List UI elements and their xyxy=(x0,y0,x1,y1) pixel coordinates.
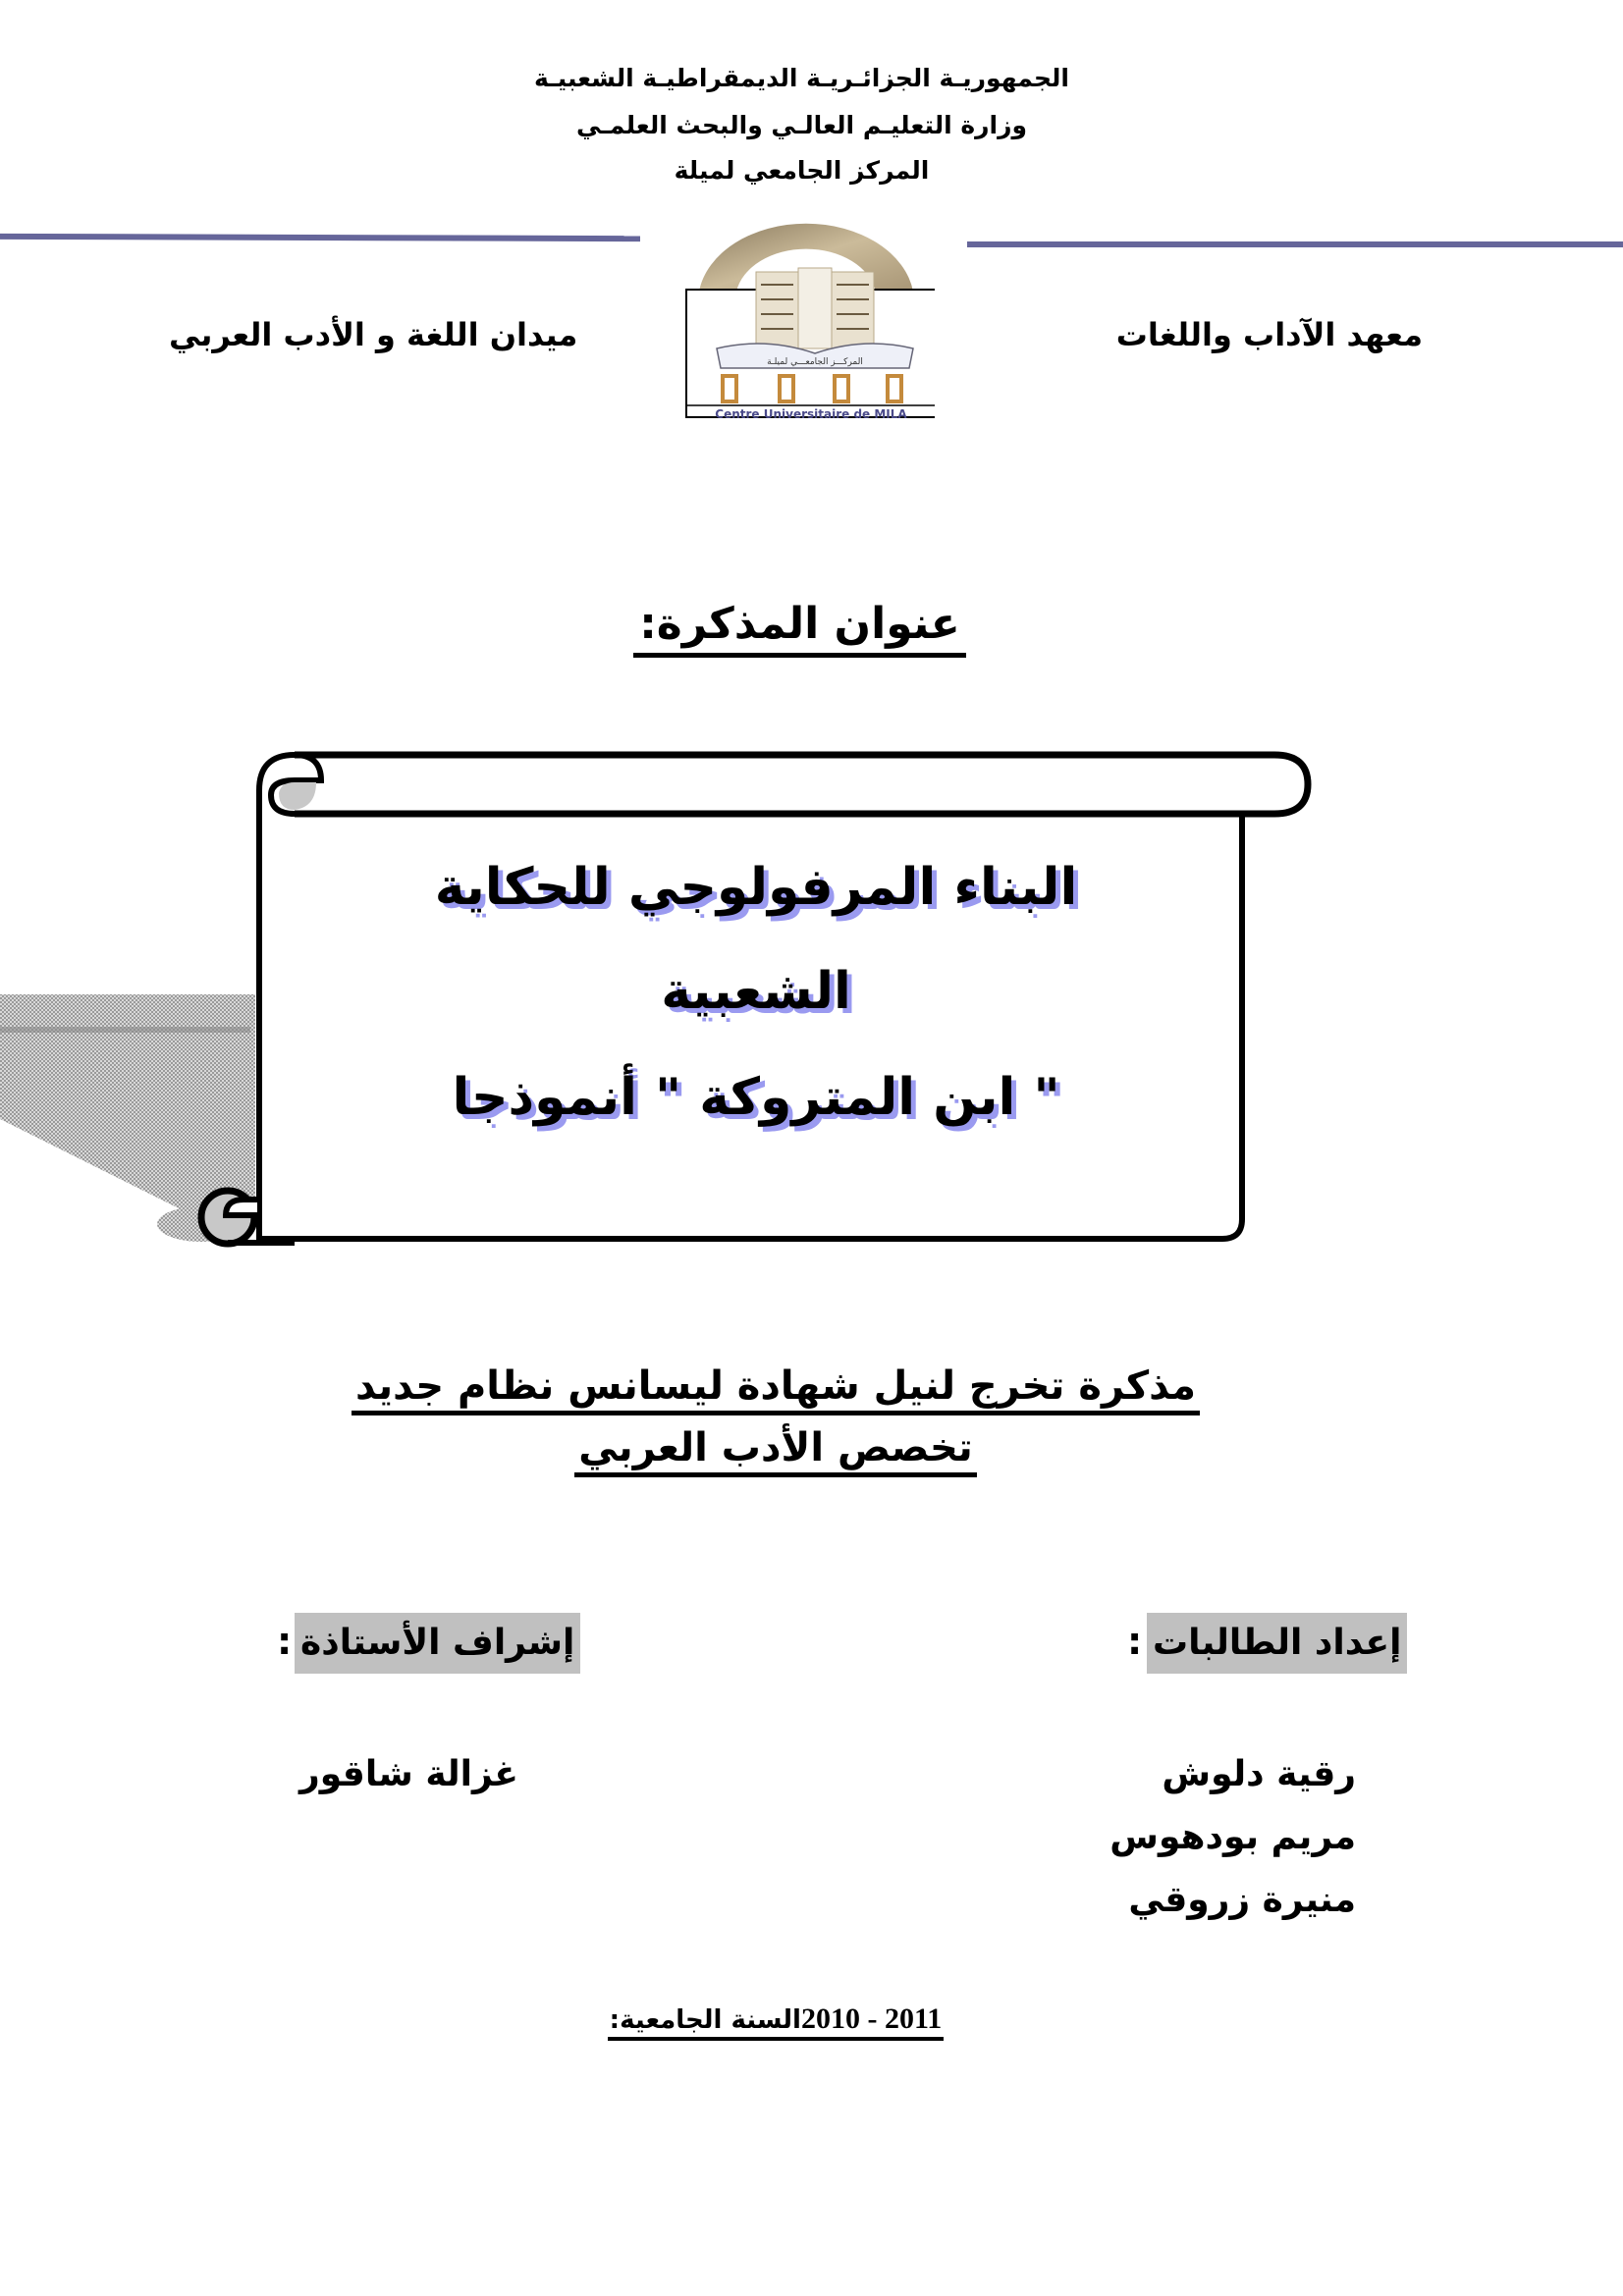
header-country: الجمهوريـة الجزائـريـة الديمقراطيـة الشعبيـة xyxy=(534,64,1069,92)
institute-label: معهد الآداب واللغات xyxy=(1115,316,1423,353)
thesis-title-line-2: الشعبية xyxy=(661,962,851,1021)
academic-year-text xyxy=(608,2002,945,2041)
logo-graphic-icon xyxy=(677,211,935,425)
field-label: ميدان اللغة و الأدب العربي xyxy=(169,316,578,353)
svg-text:المركـــز الجامعـــي لميلـة: المركـــز الجامعـــي لميلـة xyxy=(767,357,863,367)
thesis-title-line-1: البناء المرفولوجي للحكاية xyxy=(434,858,1078,917)
academic-year xyxy=(589,2002,962,2036)
student-name-3: منيرة زروقي xyxy=(1128,1880,1356,1920)
academic-year-label: السنة الجامعية: xyxy=(609,2005,801,2035)
supervisor-label-colon: : xyxy=(277,1620,293,1663)
header-rule-right xyxy=(967,241,1623,247)
supervisor-name: غزالة شاقور xyxy=(299,1754,518,1794)
supervisor-label: إشراف الأستاذة xyxy=(295,1613,580,1674)
student-name-1: رقية دلوش xyxy=(1162,1754,1356,1794)
student-name-2: مريم بودهوس xyxy=(1109,1817,1356,1857)
thesis-title-line-3: " ابن المتروكة " أنموذجا xyxy=(452,1068,1060,1127)
students-label-colon: : xyxy=(1127,1620,1143,1663)
degree-line-2 xyxy=(0,1421,1551,1474)
academic-year-value: 2010 - 2011 xyxy=(800,2002,943,2035)
students-label: إعداد الطالبات xyxy=(1147,1613,1407,1674)
university-logo xyxy=(677,211,935,425)
header-ministry: وزارة التعليـم العالـي والبحث العلمـي xyxy=(575,111,1028,139)
svg-text:Centre Universitaire de MILA: Centre Universitaire de MILA xyxy=(715,407,907,421)
thesis-title-heading-text: عنوان المذكرة: xyxy=(633,599,966,658)
header-rule-left xyxy=(0,234,640,241)
header-center: المركز الجامعي لميلة xyxy=(674,156,930,185)
degree-line-2-text: تخصص الأدب العربي xyxy=(574,1425,977,1477)
degree-line-1-text: مذكرة تخرج لنيل شهادة ليسانس نظام جديد xyxy=(352,1363,1200,1415)
thesis-title-heading xyxy=(0,599,1611,649)
degree-line-1 xyxy=(0,1360,1551,1413)
